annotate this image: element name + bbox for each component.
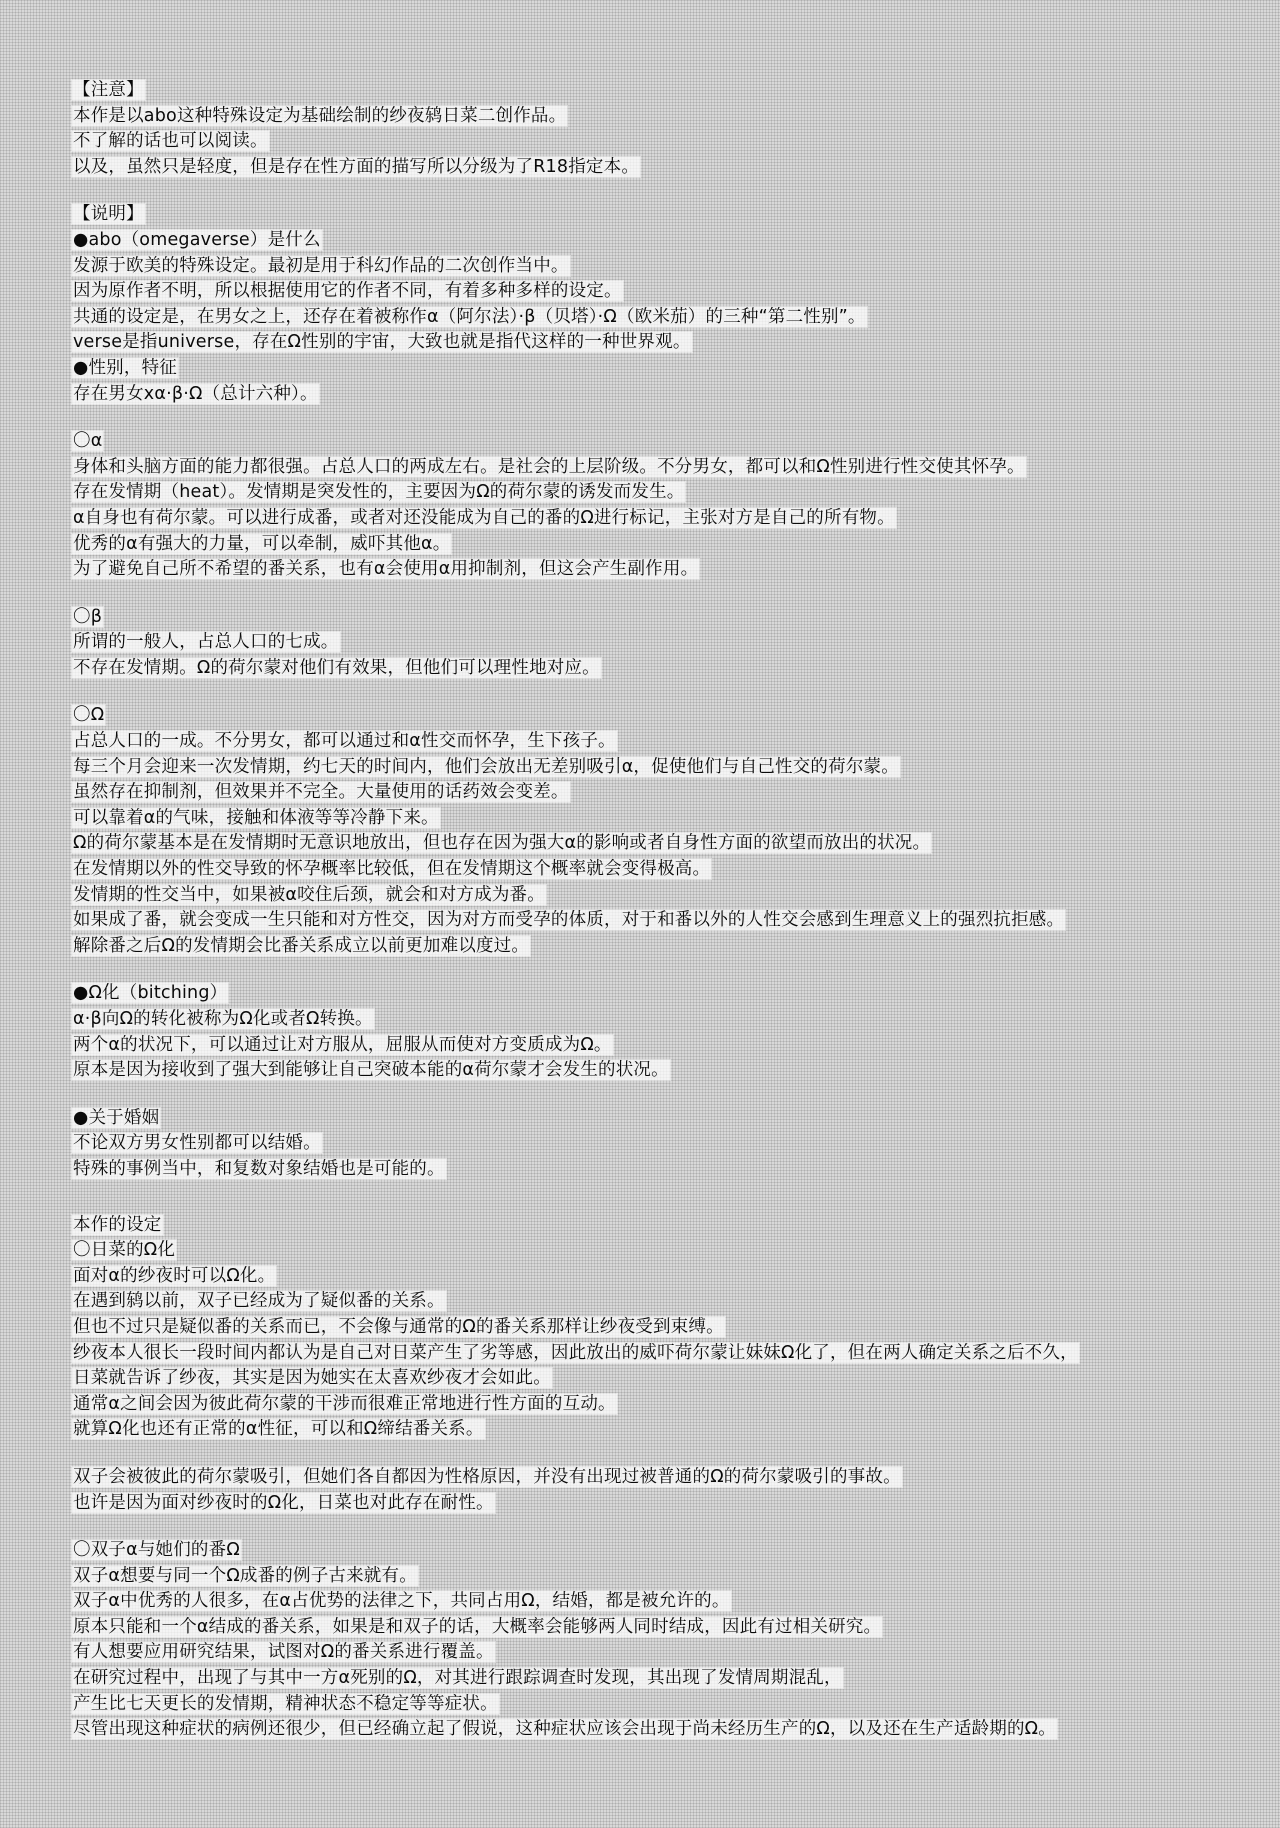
text-line-content: 所谓的一般人，占总人口的七成。: [73, 632, 339, 653]
text-line: [72, 806, 1212, 832]
text-line: [72, 1033, 1212, 1059]
text-line-content: α自身也有荷尔蒙。可以进行成番，或者对还没能成为自己的番的Ω进行标记，主张对方是自己的所有物。: [73, 507, 895, 528]
text-line-content: 通常α之间会因为彼此荷尔蒙的干涉而很难正常地进行性方面的互动。: [73, 1393, 616, 1414]
text-line: [72, 1417, 1212, 1443]
text-line-content: 双子会被彼此的荷尔蒙吸引，但她们各自都因为性格原因，并没有出现过被普通的Ω的荷尔蒙吸引的事故。: [73, 1466, 901, 1487]
paragraph-spacer: [72, 407, 1212, 429]
paragraph-spacer: [72, 1516, 1212, 1538]
text-line-content: 在遇到鸫以前，双子已经成为了疑似番的关系。: [73, 1291, 445, 1312]
text-line-content: 【注意】: [73, 80, 144, 100]
text-line-content: 特殊的事例当中，和复数对象结婚也是可能的。: [73, 1158, 445, 1179]
text-line: [72, 1131, 1212, 1157]
text-line-content: α·β向Ω的转化被称为Ω化或者Ω转换。: [73, 1009, 373, 1029]
text-block-marriage: [72, 1106, 1212, 1183]
text-line-content: 为了避免自己所不希望的番关系，也有α会使用α用抑制剂，但这会产生副作用。: [73, 559, 699, 580]
text-line-content: 面对α的纱夜时可以Ω化。: [73, 1265, 276, 1286]
text-line-content: 两个α的状况下，可以通过让对方服从，屈服从而使对方变质成为Ω。: [73, 1034, 612, 1055]
text-line: [72, 630, 1212, 656]
text-line-content: 以及，虽然只是轻度，但是存在性方面的描写所以分级为了R18指定本。: [73, 156, 640, 177]
text-line-content: 也许是因为面对纱夜时的Ω化，日菜也对此存在耐性。: [73, 1492, 494, 1513]
text-line: [72, 1007, 1212, 1033]
text-line: [72, 1315, 1212, 1341]
text-line: [72, 429, 1212, 455]
paragraph-spacer: [72, 180, 1212, 202]
text-line-content: ●关于婚姻: [73, 1107, 160, 1128]
paragraph-spacer: [72, 681, 1212, 703]
text-block-notice: [72, 78, 1212, 180]
text-block-bitching: [72, 981, 1212, 1083]
text-line-content: 本作是以abo这种特殊设定为基础绘制的纱夜鸫日菜二创作品。: [73, 105, 567, 126]
text-line: [72, 1491, 1212, 1517]
text-line: [72, 883, 1212, 909]
text-block-omega: [72, 703, 1212, 959]
text-line: [72, 330, 1212, 356]
paragraph-spacer: [72, 959, 1212, 981]
text-line: [72, 557, 1212, 583]
text-line-content: 尽管出现这种症状的病例还很少，但已经确立起了假说，这种症状应该会出现于尚未经历生产的Ω，以及还在生产适龄期的Ω。: [73, 1719, 1056, 1740]
text-line-content: 本作的设定: [73, 1214, 162, 1235]
text-line: [72, 703, 1212, 729]
text-line-content: 就算Ω化也还有正常的α性征，可以和Ω缔结番关系。: [73, 1419, 484, 1440]
text-line: [72, 104, 1212, 130]
text-line: [72, 356, 1212, 382]
text-line-content: 原本是因为接收到了强大到能够让自己突破本能的α荷尔蒙才会发生的状况。: [73, 1060, 669, 1081]
text-line: [72, 254, 1212, 280]
text-line-content: 双子α想要与同一个Ω成番的例子古来就有。: [73, 1565, 417, 1586]
text-line-content: 〇双子α与她们的番Ω: [73, 1540, 240, 1561]
text-line: [72, 857, 1212, 883]
text-block-alpha: [72, 429, 1212, 583]
paragraph-spacer: [72, 583, 1212, 605]
text-line: [72, 1238, 1212, 1264]
text-line-content: 如果成了番，就会变成一生只能和对方性交，因为对方而受孕的体质，对于和番以外的人性交会感到生理意义上的强烈抗拒感。: [73, 910, 1065, 931]
text-line: [72, 1564, 1212, 1590]
text-line: [72, 831, 1212, 857]
text-line: [72, 506, 1212, 532]
text-line-content: Ω的荷尔蒙基本是在发情期时无意识地放出，但也存在因为强大α的影响或者自身性方面的欲望而放出的状况。: [73, 833, 931, 854]
text-line: [72, 480, 1212, 506]
text-line: [72, 934, 1212, 960]
text-line-content: 日菜就告诉了纱夜，其实是因为她实在太喜欢纱夜才会如此。: [73, 1368, 551, 1389]
text-line: [72, 202, 1212, 228]
text-line-content: 有人想要应用研究结果，试图对Ω的番关系进行覆盖。: [73, 1642, 494, 1663]
paragraph-spacer: [72, 1183, 1212, 1213]
text-line: [72, 1465, 1212, 1491]
text-line: [72, 780, 1212, 806]
text-line-content: 发源于欧美的特殊设定。最初是用于科幻作品的二次创作当中。: [73, 255, 569, 276]
text-line-content: 〇Ω: [73, 705, 105, 726]
text-line-content: 存在男女xα·β·Ω（总计六种）。: [73, 383, 318, 404]
text-line-content: 不存在发情期。Ω的荷尔蒙对他们有效果，但他们可以理性地对应。: [73, 657, 600, 678]
text-line: [72, 1692, 1212, 1718]
text-line-content: 共通的设定是，在男女之上，还存在着被称作α（阿尔法）·β（贝塔）·Ω（欧米茄）的三种“第二性别”。: [73, 306, 866, 327]
text-line-content: 原本只能和一个α结成的番关系，如果是和双子的话，大概率会能够两人同时结成，因此有过相关研究。: [73, 1616, 882, 1637]
text-line: [72, 1640, 1212, 1666]
paragraph-spacer: [72, 1084, 1212, 1106]
text-line: [72, 605, 1212, 631]
text-line-content: 【说明】: [73, 204, 144, 225]
text-line: [72, 1264, 1212, 1290]
text-line: [72, 981, 1212, 1007]
text-line: [72, 908, 1212, 934]
text-line: [72, 1213, 1212, 1239]
text-block-beta: [72, 605, 1212, 682]
paragraph-spacer: [72, 1443, 1212, 1465]
text-line-content: 〇α: [73, 431, 103, 452]
text-line: [72, 279, 1212, 305]
text-line-content: 优秀的α有强大的力量，可以牵制，威吓其他α。: [73, 533, 451, 554]
text-line: [72, 305, 1212, 331]
text-line: [72, 1666, 1212, 1692]
text-line: [72, 1341, 1212, 1367]
text-block-twins-alpha: [72, 1538, 1212, 1743]
text-line: [72, 129, 1212, 155]
text-line: [72, 1589, 1212, 1615]
text-line-content: verse是指universe，存在Ω性别的宇宙，大致也就是指代这样的一种世界观。: [73, 332, 691, 353]
text-line-content: 不论双方男女性别都可以结婚。: [73, 1133, 321, 1154]
text-line-content: 但也不过只是疑似番的关系而已，不会像与通常的Ω的番关系那样让纱夜受到束缚。: [73, 1316, 724, 1337]
text-line-content: 身体和头脑方面的能力都很强。占总人口的两成左右。是社会的上层阶级。不分男女，都可以和Ω性别进行性交使其怀孕。: [73, 456, 1025, 477]
text-line-content: 在发情期以外的性交导致的怀孕概率比较低，但在发情期这个概率就会变得极高。: [73, 859, 711, 880]
text-line: [72, 656, 1212, 682]
text-line-content: ●性别，特征: [73, 357, 177, 378]
text-line: [72, 1615, 1212, 1641]
text-block-this-work-setting: [72, 1213, 1212, 1443]
text-block-explanation-header: [72, 202, 1212, 407]
text-line: [72, 1157, 1212, 1183]
text-line: [72, 78, 1212, 104]
text-line-content: 不了解的话也可以阅读。: [73, 131, 268, 152]
text-line: [72, 155, 1212, 181]
text-line-content: 因为原作者不明，所以根据使用它的作者不同，有着多种多样的设定。: [73, 281, 622, 302]
text-line-content: 虽然存在抑制剂，但效果并不完全。大量使用的话药效会变差。: [73, 782, 569, 803]
text-line: [72, 729, 1212, 755]
text-line-content: 〇日菜的Ω化: [73, 1240, 176, 1261]
text-line: [72, 532, 1212, 558]
text-line: [72, 1366, 1212, 1392]
text-line-content: ●Ω化（bitching）: [73, 983, 228, 1004]
text-line-content: ●abo（omegaverse）是什么: [73, 229, 321, 250]
text-line-content: 可以靠着α的气味，接触和体液等等冷静下来。: [73, 807, 439, 828]
text-line-content: 双子α中优秀的人很多，在α占优势的法律之下，共同占用Ω，结婚，都是被允许的。: [73, 1591, 730, 1612]
text-line-content: 在研究过程中，出现了与其中一方α死别的Ω，对其进行跟踪调查时发现，其出现了发情周期混乱，: [73, 1668, 842, 1689]
text-line: [72, 1058, 1212, 1084]
text-line-content: 存在发情期（heat）。发情期是突发性的，主要因为Ω的荷尔蒙的诱发而发生。: [73, 482, 685, 503]
text-block-twins-note: [72, 1465, 1212, 1516]
text-line-content: 占总人口的一成。不分男女，都可以通过和α性交而怀孕，生下孩子。: [73, 731, 616, 752]
text-line: [72, 1106, 1212, 1132]
text-line: [72, 755, 1212, 781]
text-line-content: 解除番之后Ω的发情期会比番关系成立以前更加难以度过。: [73, 935, 530, 956]
text-line: [72, 455, 1212, 481]
text-line: [72, 1717, 1212, 1743]
document-text-body: [72, 78, 1212, 1743]
text-line: [72, 228, 1212, 254]
text-line-content: 纱夜本人很长一段时间内都认为是自己对日菜产生了劣等感，因此放出的威吓荷尔蒙让妹妹Ω化了，但在两人确定关系之后不久，: [73, 1342, 1078, 1363]
text-line: [72, 382, 1212, 408]
text-line-content: 产生比七天更长的发情期，精神状态不稳定等等症状。: [73, 1693, 498, 1714]
text-line-content: 〇β: [73, 606, 103, 627]
text-line: [72, 1538, 1212, 1564]
text-line: [72, 1392, 1212, 1418]
text-line: [72, 1289, 1212, 1315]
text-line-content: 每三个月会迎来一次发情期，约七天的时间内，他们会放出无差别吸引α，促使他们与自己性交的荷尔蒙。: [73, 756, 899, 777]
text-line-content: 发情期的性交当中，如果被α咬住后颈，就会和对方成为番。: [73, 884, 545, 905]
